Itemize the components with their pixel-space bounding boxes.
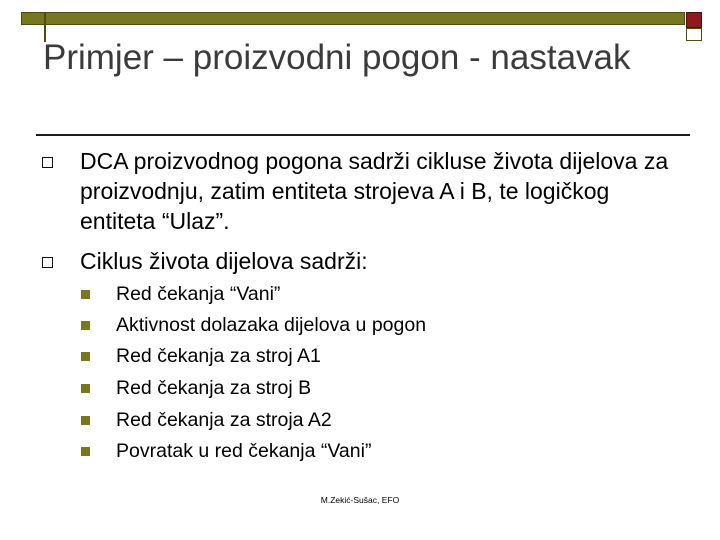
sub-bullet-text: Red čekanja “Vani”: [116, 283, 281, 305]
slide-title: Primjer – proizvodni pogon - nastavak: [43, 38, 631, 77]
sub-bullet-text: Red čekanja za stroj B: [116, 377, 312, 399]
sub-bullet-text: Red čekanja za stroj A1: [116, 345, 321, 367]
header-decor-square-red: [686, 12, 702, 28]
filled-square-bullet-icon: [81, 290, 90, 299]
filled-square-bullet-icon: [81, 447, 90, 456]
hollow-square-bullet-icon: [42, 157, 53, 168]
filled-square-bullet-icon: [81, 416, 90, 425]
bullet-text: Ciklus života dijelova sadrži:: [80, 248, 368, 274]
filled-square-bullet-icon: [81, 384, 90, 393]
filled-square-bullet-icon: [81, 321, 90, 330]
sub-bullet-text: Red čekanja za stroja A2: [116, 409, 332, 431]
bullet-text: DCA proizvodnog pogona sadrži cikluse života dijelova za proizvodnju, zatim entiteta strojeva A i B, te logičkog entiteta “Ulaz”.: [80, 148, 669, 234]
sub-bullet-text: Povratak u red čekanja “Vani”: [116, 440, 372, 462]
hollow-square-bullet-icon: [42, 257, 53, 268]
header-decor-bar: [21, 12, 685, 25]
filled-square-bullet-icon: [81, 352, 90, 361]
title-divider: [36, 134, 690, 136]
slide-footer: M.Zekić-Sušac, EFO: [320, 495, 400, 505]
header-decor-square-white: [686, 28, 702, 41]
sub-bullet-text: Aktivnost dolazaka dijelova u pogon: [116, 314, 427, 336]
